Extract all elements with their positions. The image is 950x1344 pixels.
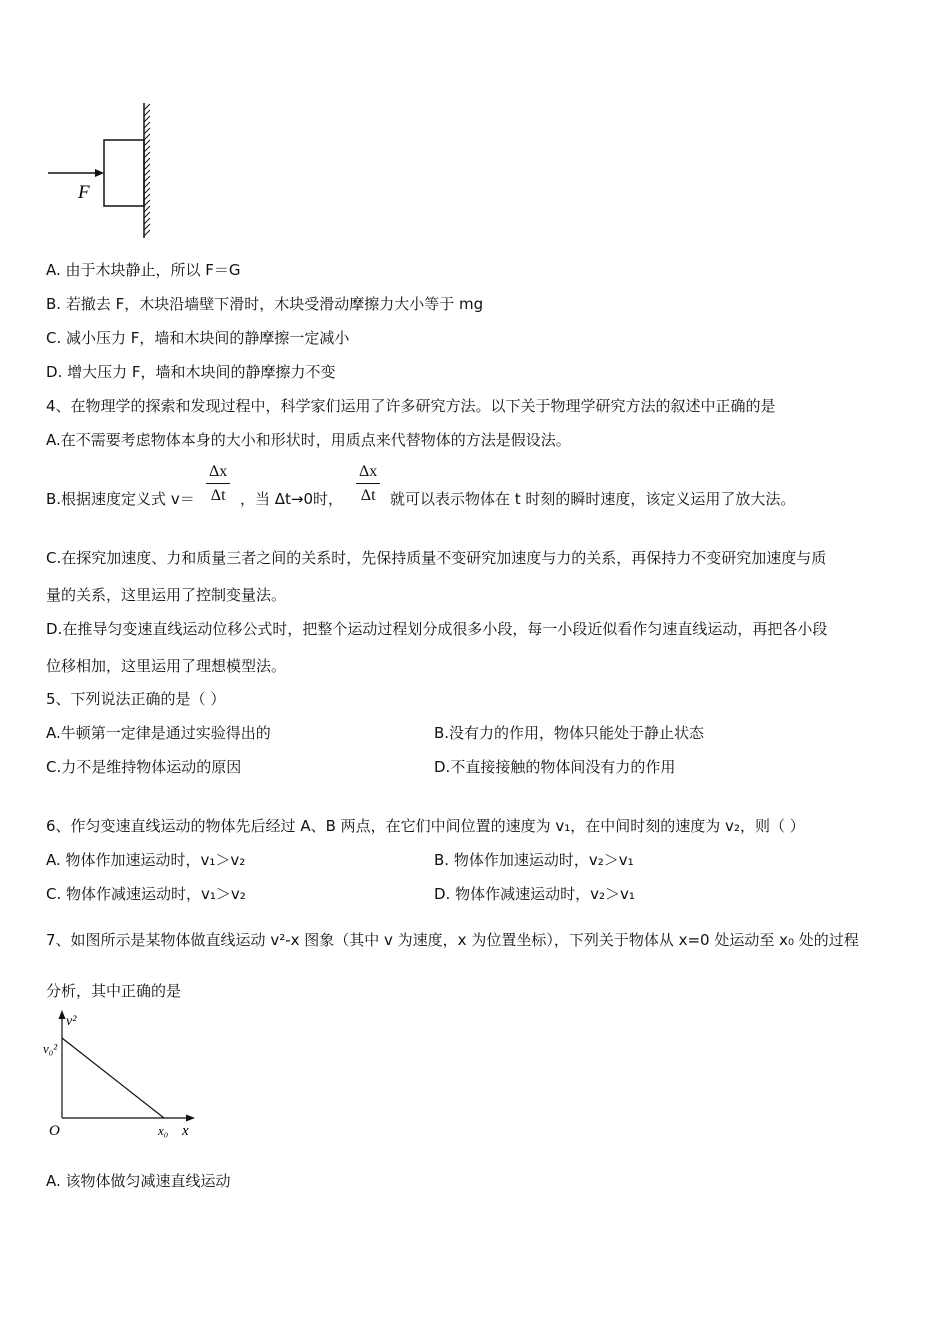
q5-option-a: A.牛顿第一定律是通过实验得出的: [46, 724, 271, 742]
force-label: F: [78, 182, 90, 203]
q4-option-d-line2: 位移相加，这里运用了理想模型法。: [46, 657, 287, 675]
q5-stem: 5、下列说法正确的是（ ）: [46, 690, 226, 708]
q6-option-a: A. 物体作加速运动时，v₁＞v₂: [46, 851, 246, 869]
fraction-numerator: Δx: [206, 463, 230, 484]
q3-option-b: B. 若撤去 F，木块沿墙壁下滑时，木块受滑动摩擦力大小等于 mg: [46, 295, 484, 313]
q6-option-d: D. 物体作减速运动时，v₂＞v₁: [434, 885, 635, 903]
q4-option-b-suffix: 就可以表示物体在 t 时刻的瞬时速度，该定义运用了放大法。: [390, 490, 796, 508]
q5-option-b: B.没有力的作用，物体只能处于静止状态: [434, 724, 705, 742]
fraction-denominator: Δt: [210, 487, 226, 504]
graph-line: [62, 1038, 164, 1118]
q4-option-c-line1: C.在探究加速度、力和质量三者之间的关系时，先保持质量不变研究加速度与力的关系，再保持力不变研究加速度与质: [46, 549, 827, 567]
q5-option-c: C.力不是维持物体运动的原因: [46, 758, 242, 776]
origin-label: O: [49, 1123, 60, 1139]
velocity-fraction-2: [356, 463, 380, 505]
q7-option-a: A. 该物体做匀减速直线运动: [46, 1172, 231, 1190]
wooden-block: [104, 140, 144, 206]
block-wall-figure: [40, 98, 160, 243]
v2-x-graph: [40, 1008, 210, 1143]
q6-option-c: C. 物体作减速运动时，v₁＞v₂: [46, 885, 246, 903]
q6-stem: 6、作匀变速直线运动的物体先后经过 A、B 两点，在它们中间位置的速度为 v₁，在中间时刻的速度为 v₂，则（ ）: [46, 817, 805, 835]
q4-option-a: A.在不需要考虑物体本身的大小和形状时，用质点来代替物体的方法是假设法。: [46, 431, 571, 449]
x-axis-label: x: [182, 1123, 189, 1139]
velocity-fraction-1: [206, 463, 230, 505]
q3-option-c: C. 减小压力 F，墙和木块间的静摩擦一定减小: [46, 329, 350, 347]
q3-option-d: D. 增大压力 F，墙和木块间的静摩擦力不变: [46, 363, 336, 381]
q4-option-d-line1: D.在推导匀变速直线运动位移公式时，把整个运动过程划分成很多小段，每一小段近似看作匀速直线运动，再把各小段: [46, 620, 828, 638]
fraction-numerator: Δx: [356, 463, 380, 484]
y-axis-label: v²: [66, 1014, 77, 1029]
q6-option-b: B. 物体作加速运动时，v₂＞v₁: [434, 851, 634, 869]
x-intercept-label: x₀: [158, 1123, 169, 1138]
q7-stem-line1: 7、如图所示是某物体做直线运动 v²-x 图象（其中 v 为速度，x 为位置坐标），下列关于物体从 x=0 处运动至 x₀ 处的过程: [46, 931, 859, 949]
q3-option-a: A. 由于木块静止，所以 F＝G: [46, 261, 241, 279]
q7-stem-line2: 分析，其中正确的是: [46, 982, 182, 1000]
fraction-denominator: Δt: [360, 487, 376, 504]
y-intercept-label: v₀²: [43, 1041, 58, 1056]
q4-stem: 4、在物理学的探索和发现过程中，科学家们运用了许多研究方法。以下关于物理学研究方法的叙述中正确的是: [46, 397, 776, 415]
q4-option-b-prefix: B.根据速度定义式 v＝: [46, 490, 195, 508]
q4-option-b-middle: ，当 Δt→0时，: [240, 490, 344, 508]
q5-option-d: D.不直接接触的物体间没有力的作用: [434, 758, 676, 776]
q4-option-c-line2: 量的关系，这里运用了控制变量法。: [46, 586, 287, 604]
